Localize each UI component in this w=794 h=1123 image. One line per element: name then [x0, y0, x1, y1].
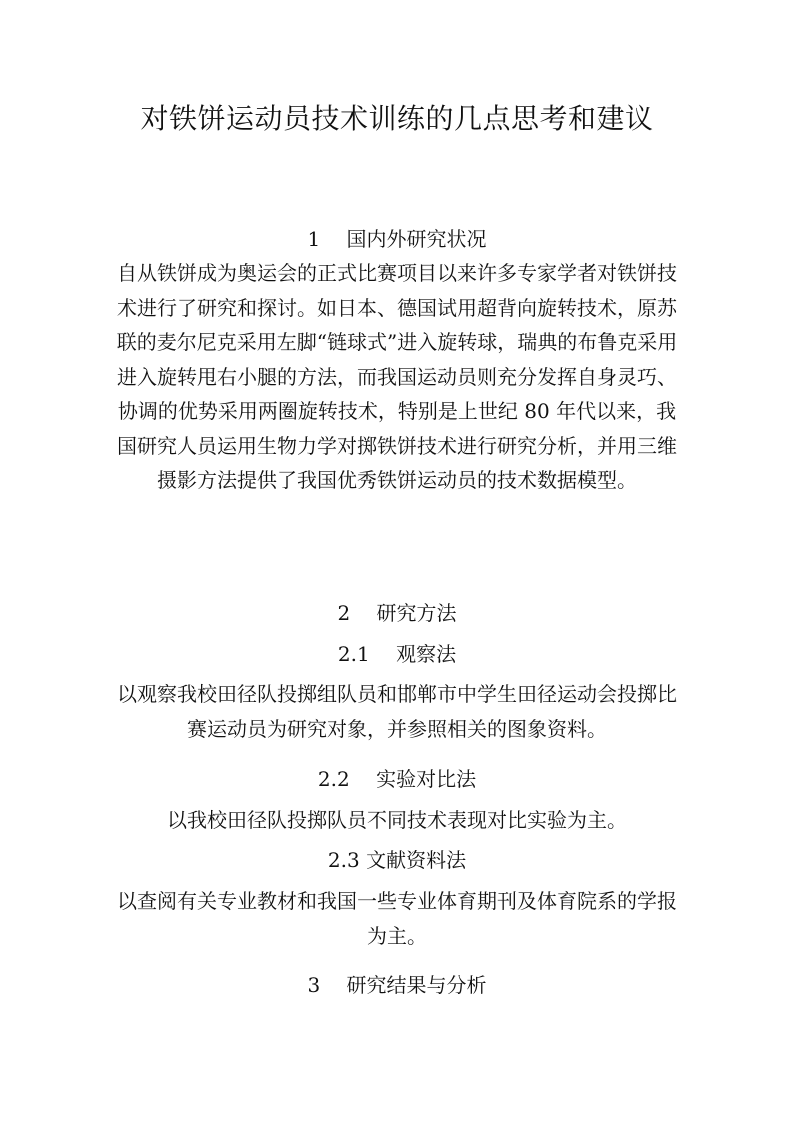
section-2-3-text: 以查阅有关专业教材和我国一些专业体育期刊及体育院系的学报为主。: [117, 889, 677, 948]
section-1-heading: 1 国内外研究状况: [307, 227, 487, 251]
section-1-paragraph: 自从铁饼成为奥运会的正式比赛项目以来许多专家学者对铁饼技术进行了研究和探讨。如日本、德国试用超背向旋转技术，原苏联的麦尔尼克采用左脚“链球式”进入旋转球，瑞典的布鲁克采用进入旋转甩右小腿的方法，而我国运动员则充分发挥自身灵巧、协调的优势采用两圈旋转技术，特别是上世纪 80 年代以来，我国研究人员运用生物力学对掷铁饼技术进行研究分析，并用三维摄影方法提供了我国优秀铁饼运动员的技术数据模型。: [116, 261, 678, 492]
section-2-3-heading: 2.3 文献资料法: [327, 848, 467, 872]
section-2-1-text: 以观察我校田径队投掷组队员和邯郸市中学生田径运动会投掷比赛运动员为研究对象，并参照相关的图象资料。: [117, 682, 677, 741]
section-2-2-heading: 2.2 实验对比法: [317, 767, 477, 791]
document-title: 对铁饼运动员技术训练的几点思考和建议: [140, 102, 654, 135]
section-2-heading: 2 研究方法: [337, 601, 457, 625]
section-2-1-heading: 2.1 观察法: [337, 642, 457, 666]
section-2-2-text: 以我校田径队投掷队员不同技术表现对比实验为主。: [167, 808, 627, 832]
section-3-heading: 3 研究结果与分析: [307, 973, 487, 997]
